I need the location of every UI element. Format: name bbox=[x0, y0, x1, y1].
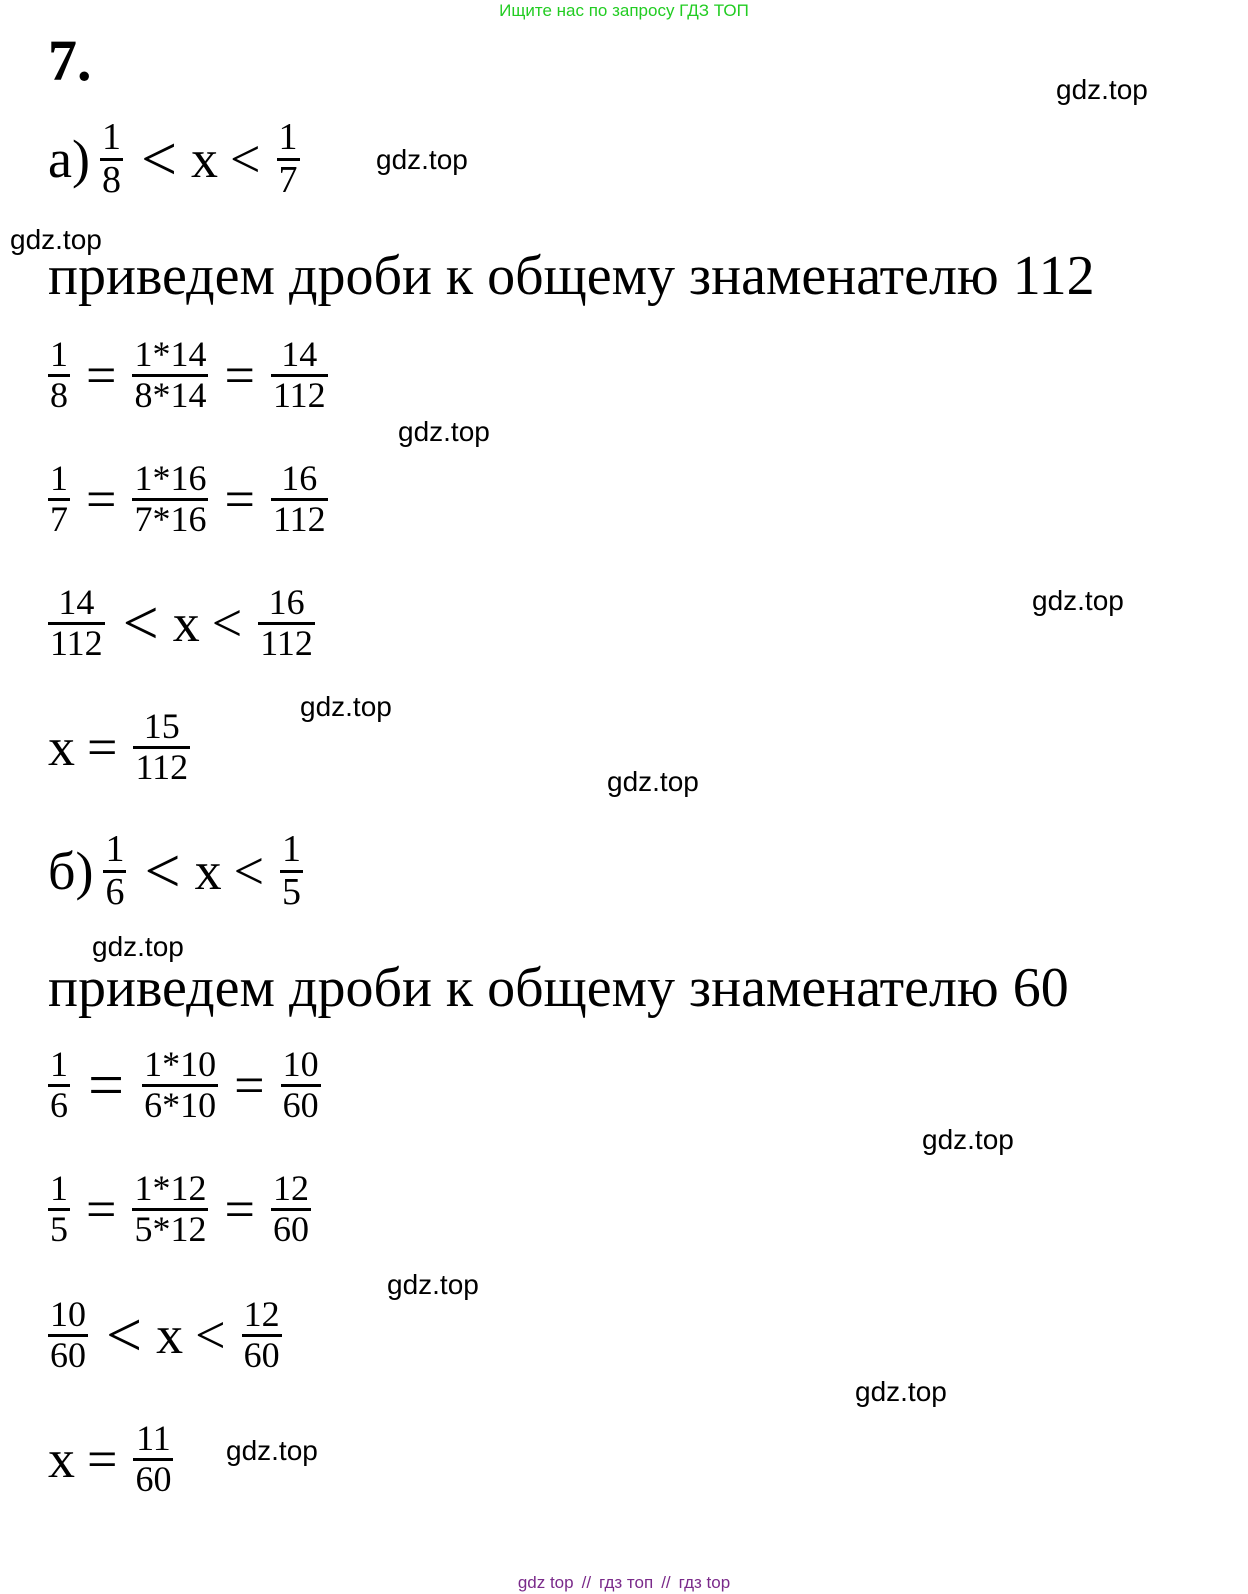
denominator: 112 bbox=[135, 746, 189, 787]
equals-sign: = bbox=[86, 1179, 117, 1240]
numerator: 1*16 bbox=[134, 458, 207, 498]
variable-x: x bbox=[48, 717, 75, 778]
fraction bbox=[142, 1046, 218, 1125]
less-sign: < bbox=[233, 841, 265, 902]
fraction bbox=[271, 460, 328, 539]
denominator: 7*16 bbox=[134, 498, 207, 539]
numerator: 1*12 bbox=[134, 1168, 207, 1208]
watermark: gdz.top bbox=[10, 224, 102, 255]
footer-item: гдз top bbox=[678, 1573, 731, 1592]
watermark: gdz.top bbox=[300, 691, 392, 722]
watermark: gdz.top bbox=[855, 1376, 947, 1407]
numerator: 1 bbox=[50, 334, 68, 374]
denominator: 5 bbox=[50, 1208, 68, 1249]
numerator: 16 bbox=[268, 582, 305, 622]
watermark: gdz.top bbox=[387, 1269, 479, 1300]
denominator: 8 bbox=[50, 374, 68, 415]
variable-x: x bbox=[48, 1429, 75, 1490]
part-b-label: б) bbox=[48, 841, 94, 902]
denominator: 6*10 bbox=[144, 1084, 217, 1125]
watermark: gdz.top bbox=[226, 1435, 318, 1466]
fraction bbox=[103, 830, 126, 913]
watermark: gdz.top bbox=[607, 766, 699, 797]
watermark: gdz.top bbox=[376, 144, 468, 175]
equals-sign: = bbox=[224, 469, 255, 530]
fraction bbox=[281, 1046, 321, 1125]
denominator: 8 bbox=[101, 158, 121, 201]
less-sign: < bbox=[195, 1305, 226, 1366]
less-sign: < bbox=[140, 123, 178, 195]
numerator: 11 bbox=[136, 1418, 171, 1458]
numerator: 1 bbox=[278, 116, 298, 158]
numerator: 1 bbox=[50, 1168, 68, 1208]
watermark: gdz.top bbox=[1032, 585, 1124, 616]
fraction bbox=[277, 118, 300, 201]
less-sign: < bbox=[106, 1299, 143, 1371]
watermark: gdz.top bbox=[92, 931, 184, 962]
fraction bbox=[271, 1170, 311, 1249]
part-b-conversion-1 bbox=[44, 1046, 325, 1125]
watermark: gdz.top bbox=[1056, 74, 1148, 105]
denominator: 8*14 bbox=[134, 374, 207, 415]
equals-sign: = bbox=[224, 345, 255, 406]
equals-sign: = bbox=[87, 717, 118, 778]
task-number: 7. bbox=[48, 28, 92, 93]
part-b-conversion-2 bbox=[44, 1170, 315, 1249]
fraction bbox=[242, 1296, 282, 1375]
equals-sign: = bbox=[87, 1429, 118, 1490]
fraction bbox=[48, 460, 70, 539]
numerator: 10 bbox=[282, 1044, 319, 1084]
denominator: 6 bbox=[105, 870, 125, 913]
fraction bbox=[132, 460, 208, 539]
numerator: 1 bbox=[282, 828, 302, 870]
numerator: 14 bbox=[281, 334, 318, 374]
variable-x: x bbox=[191, 129, 219, 190]
denominator: 60 bbox=[243, 1334, 280, 1375]
denominator: 60 bbox=[272, 1208, 309, 1249]
equals-sign: = bbox=[224, 1179, 255, 1240]
numerator: 1 bbox=[50, 1044, 68, 1084]
denominator: 5*12 bbox=[134, 1208, 207, 1249]
watermark: gdz.top bbox=[922, 1124, 1014, 1155]
fraction bbox=[133, 1420, 173, 1499]
numerator: 1*10 bbox=[144, 1044, 217, 1084]
variable-x: x bbox=[172, 593, 200, 654]
part-b-inequality-2 bbox=[44, 1296, 286, 1375]
numerator: 1 bbox=[105, 828, 125, 870]
fraction bbox=[133, 708, 190, 787]
denominator: 112 bbox=[260, 622, 313, 663]
part-a-inequality-2 bbox=[44, 584, 319, 663]
numerator: 1 bbox=[50, 458, 68, 498]
denominator: 60 bbox=[50, 1334, 86, 1375]
denominator: 7 bbox=[278, 158, 298, 201]
fraction bbox=[48, 584, 105, 663]
less-sign: < bbox=[144, 835, 181, 907]
numerator: 1 bbox=[101, 116, 121, 158]
part-a-inequality bbox=[48, 118, 304, 201]
part-b-inequality bbox=[48, 830, 307, 913]
equals-sign: = bbox=[86, 469, 117, 530]
footer-item: gdz top bbox=[517, 1573, 574, 1592]
fraction bbox=[48, 336, 70, 415]
footer-item: гдз топ bbox=[599, 1573, 654, 1592]
numerator: 15 bbox=[143, 706, 180, 746]
fraction bbox=[132, 1170, 208, 1249]
fraction bbox=[271, 336, 328, 415]
part-b-note: приведем дроби к общему знаменателю 60 bbox=[48, 957, 1069, 1019]
fraction bbox=[100, 118, 123, 201]
part-a-label: а) bbox=[48, 129, 90, 190]
variable-x: x bbox=[194, 841, 222, 902]
less-sign: < bbox=[230, 129, 261, 190]
denominator: 60 bbox=[282, 1084, 319, 1125]
denominator: 7 bbox=[50, 498, 68, 539]
part-a-note: приведем дроби к общему знаменателю 112 bbox=[48, 245, 1095, 307]
part-a-conversion-2 bbox=[44, 460, 332, 539]
part-b-answer bbox=[48, 1420, 177, 1499]
part-a-answer bbox=[48, 708, 194, 787]
fraction bbox=[48, 1296, 88, 1375]
footer-separator: // bbox=[581, 1573, 592, 1592]
numerator: 16 bbox=[281, 458, 318, 498]
numerator: 14 bbox=[58, 582, 95, 622]
fraction bbox=[280, 830, 303, 913]
less-sign: < bbox=[122, 587, 159, 659]
equals-sign: = bbox=[88, 1049, 125, 1121]
fraction bbox=[48, 1046, 70, 1125]
denominator: 60 bbox=[135, 1458, 172, 1499]
variable-x: x bbox=[156, 1305, 184, 1366]
less-sign: < bbox=[211, 593, 243, 654]
footer bbox=[0, 1572, 1248, 1594]
numerator: 12 bbox=[272, 1168, 309, 1208]
denominator: 112 bbox=[50, 622, 103, 663]
search-banner: Ищите нас по запросу ГДЗ ТОП bbox=[499, 1, 749, 20]
numerator: 10 bbox=[50, 1294, 86, 1334]
denominator: 112 bbox=[272, 498, 326, 539]
footer-separator: // bbox=[661, 1573, 671, 1592]
denominator: 5 bbox=[282, 870, 302, 913]
equals-sign: = bbox=[234, 1055, 265, 1116]
part-a-conversion-1 bbox=[44, 336, 332, 415]
fraction bbox=[258, 584, 315, 663]
watermark: gdz.top bbox=[398, 416, 490, 447]
denominator: 6 bbox=[50, 1084, 68, 1125]
equals-sign: = bbox=[86, 345, 117, 406]
fraction bbox=[132, 336, 208, 415]
fraction bbox=[48, 1170, 70, 1249]
numerator: 1*14 bbox=[134, 334, 207, 374]
denominator: 112 bbox=[272, 374, 326, 415]
numerator: 12 bbox=[243, 1294, 280, 1334]
